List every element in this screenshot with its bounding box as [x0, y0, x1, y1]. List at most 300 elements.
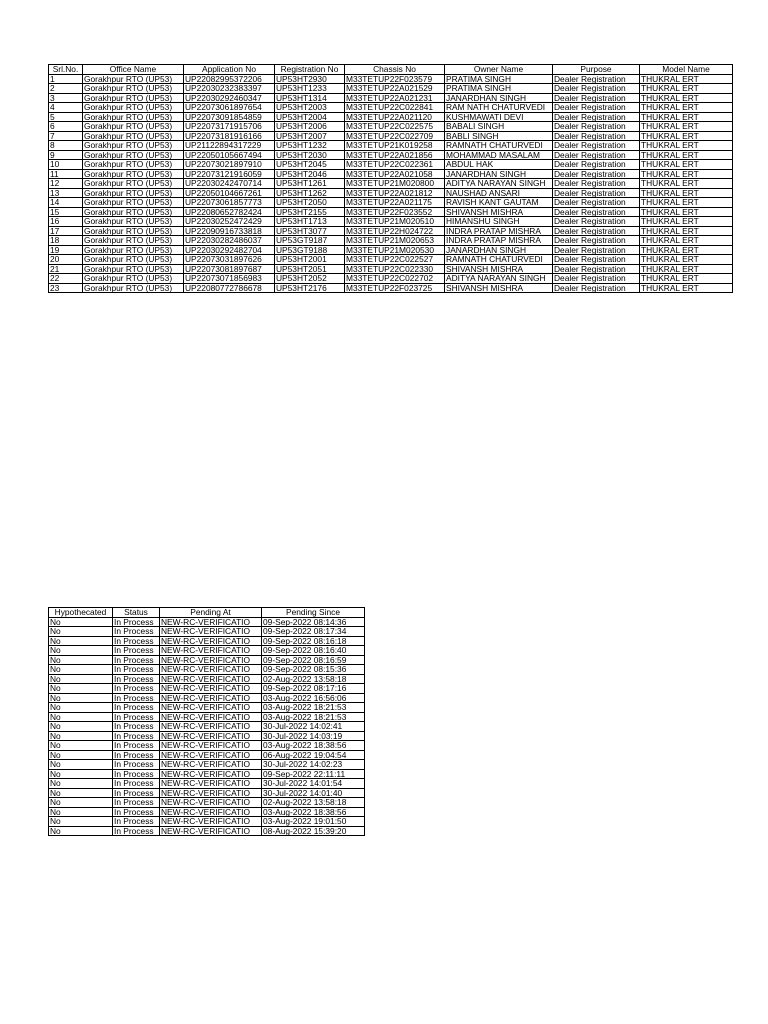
table-cell: UP22030292482704	[184, 245, 275, 255]
table-cell: Dealer Registration	[553, 236, 640, 246]
table-cell: THUKRAL ERT	[640, 255, 733, 265]
table-cell: 17	[49, 226, 83, 236]
table-cell: 09-Sep-2022 08:16:59	[262, 655, 365, 665]
table-cell: No	[49, 760, 113, 770]
table-cell: Gorakhpur RTO (UP53)	[83, 74, 184, 84]
table-row	[49, 141, 733, 151]
table-cell: No	[49, 807, 113, 817]
table-cell: NEW-RC-VERIFICATIO	[160, 703, 262, 713]
column-header: Owner Name	[445, 65, 553, 75]
table-cell: UP22030242470714	[184, 179, 275, 189]
table-row	[49, 74, 733, 84]
table-cell: NEW-RC-VERIFICATIO	[160, 712, 262, 722]
table-cell: BABALI SINGH	[445, 122, 553, 132]
table-cell: 4	[49, 103, 83, 113]
table-row	[49, 750, 365, 760]
table-row	[49, 760, 365, 770]
table-cell: PRATIMA SINGH	[445, 74, 553, 84]
table-row	[49, 255, 733, 265]
table-cell: UP53GT9187	[275, 236, 345, 246]
table-cell: In Process	[113, 807, 160, 817]
table-cell: Gorakhpur RTO (UP53)	[83, 84, 184, 94]
table-cell: Dealer Registration	[553, 245, 640, 255]
table-cell: 03-Aug-2022 18:38:56	[262, 807, 365, 817]
table-cell: M33TETUP21M020653	[345, 236, 445, 246]
table-row	[49, 693, 365, 703]
table-cell: Gorakhpur RTO (UP53)	[83, 283, 184, 293]
table-cell: THUKRAL ERT	[640, 131, 733, 141]
table-cell: 6	[49, 122, 83, 132]
table-cell: 8	[49, 141, 83, 151]
table-row	[49, 779, 365, 789]
table-cell: 22	[49, 274, 83, 284]
table-cell: 09-Sep-2022 08:16:18	[262, 636, 365, 646]
table-cell: UP22030282486037	[184, 236, 275, 246]
table-cell: UP22073071856983	[184, 274, 275, 284]
table-cell: M33TETUP22A021175	[345, 198, 445, 208]
table-cell: NEW-RC-VERIFICATIO	[160, 627, 262, 637]
table-cell: Dealer Registration	[553, 207, 640, 217]
table-cell: M33TETUP22A021120	[345, 112, 445, 122]
table-cell: In Process	[113, 779, 160, 789]
table-cell: RAM NATH CHATURVEDI	[445, 103, 553, 113]
table-cell: M33TETUP22C022702	[345, 274, 445, 284]
table-cell: 9	[49, 150, 83, 160]
table-row	[49, 826, 365, 836]
table-cell: No	[49, 646, 113, 656]
table-cell: THUKRAL ERT	[640, 169, 733, 179]
table-cell: No	[49, 750, 113, 760]
table-cell: M33TETUP22A021058	[345, 169, 445, 179]
table-cell: Dealer Registration	[553, 122, 640, 132]
table-cell: UP53HT2003	[275, 103, 345, 113]
table-cell: Gorakhpur RTO (UP53)	[83, 150, 184, 160]
table-cell: NEW-RC-VERIFICATIO	[160, 760, 262, 770]
table-cell: M33TETUP22F023552	[345, 207, 445, 217]
table-cell: NEW-RC-VERIFICATIO	[160, 617, 262, 627]
column-header: Pending At	[160, 608, 262, 618]
table-cell: Gorakhpur RTO (UP53)	[83, 217, 184, 227]
table-row	[49, 741, 365, 751]
table-cell: ABDUL HAK	[445, 160, 553, 170]
table-cell: 09-Sep-2022 08:17:34	[262, 627, 365, 637]
table-cell: Dealer Registration	[553, 103, 640, 113]
table-cell: UP53HT2006	[275, 122, 345, 132]
table-cell: THUKRAL ERT	[640, 103, 733, 113]
table-row	[49, 646, 365, 656]
table-cell: UP22073031897626	[184, 255, 275, 265]
table-cell: In Process	[113, 703, 160, 713]
table-cell: No	[49, 674, 113, 684]
table-row	[49, 655, 365, 665]
table-cell: NEW-RC-VERIFICATIO	[160, 817, 262, 827]
table-cell: UP53HT2004	[275, 112, 345, 122]
table-row	[49, 665, 365, 675]
table-row	[49, 674, 365, 684]
table-cell: In Process	[113, 731, 160, 741]
table-cell: HIMANSHU SINGH	[445, 217, 553, 227]
table-cell: 09-Sep-2022 22:11:11	[262, 769, 365, 779]
table-cell: INDRA PRATAP MISHRA	[445, 236, 553, 246]
table-cell: UP53HT2176	[275, 283, 345, 293]
table-cell: 13	[49, 188, 83, 198]
table-cell: 03-Aug-2022 18:21:53	[262, 703, 365, 713]
table-cell: NEW-RC-VERIFICATIO	[160, 665, 262, 675]
table-row	[49, 283, 733, 293]
table-row	[49, 807, 365, 817]
table-row	[49, 122, 733, 132]
table-cell: 5	[49, 112, 83, 122]
table-cell: Gorakhpur RTO (UP53)	[83, 122, 184, 132]
table-cell: Dealer Registration	[553, 93, 640, 103]
table-cell: RAMNATH CHATURVEDI	[445, 255, 553, 265]
table-cell: RAMNATH CHATURVEDI	[445, 141, 553, 151]
table-cell: NEW-RC-VERIFICATIO	[160, 826, 262, 836]
table-cell: UP22080772786678	[184, 283, 275, 293]
table-cell: UP53HT2052	[275, 274, 345, 284]
table-cell: THUKRAL ERT	[640, 160, 733, 170]
table-cell: Gorakhpur RTO (UP53)	[83, 141, 184, 151]
table-cell: In Process	[113, 826, 160, 836]
table-cell: In Process	[113, 760, 160, 770]
table-row	[49, 217, 733, 227]
table-cell: 3	[49, 93, 83, 103]
table-cell: Dealer Registration	[553, 112, 640, 122]
column-header: Office Name	[83, 65, 184, 75]
table-cell: Gorakhpur RTO (UP53)	[83, 160, 184, 170]
table-cell: M33TETUP22C022709	[345, 131, 445, 141]
table-cell: NEW-RC-VERIFICATIO	[160, 636, 262, 646]
table-cell: NEW-RC-VERIFICATIO	[160, 655, 262, 665]
table-cell: UP53HT1314	[275, 93, 345, 103]
table-cell: Gorakhpur RTO (UP53)	[83, 207, 184, 217]
table-row	[49, 236, 733, 246]
table-header-row	[49, 608, 365, 618]
table-cell: UP22073021897910	[184, 160, 275, 170]
table-cell: UP53HT2051	[275, 264, 345, 274]
table-cell: In Process	[113, 750, 160, 760]
table-cell: 03-Aug-2022 19:01:50	[262, 817, 365, 827]
table-cell: UP53HT1232	[275, 141, 345, 151]
table-cell: No	[49, 826, 113, 836]
table-cell: SHIVANSH MISHRA	[445, 283, 553, 293]
table-cell: 06-Aug-2022 19:04:54	[262, 750, 365, 760]
table-cell: MOHAMMAD MASALAM	[445, 150, 553, 160]
table-cell: M33TETUP22C022841	[345, 103, 445, 113]
table-cell: THUKRAL ERT	[640, 274, 733, 284]
table-row	[49, 617, 365, 627]
table-cell: NEW-RC-VERIFICATIO	[160, 750, 262, 760]
table-cell: ADITYA NARAYAN SINGH	[445, 179, 553, 189]
table-cell: NEW-RC-VERIFICATIO	[160, 646, 262, 656]
table-cell: UP22073181916166	[184, 131, 275, 141]
table-row	[49, 150, 733, 160]
table-cell: UP53HT1233	[275, 84, 345, 94]
table-cell: M33TETUP21K019258	[345, 141, 445, 151]
table-cell: Dealer Registration	[553, 255, 640, 265]
table-cell: UP22073061857773	[184, 198, 275, 208]
table-cell: 1	[49, 74, 83, 84]
table-cell: THUKRAL ERT	[640, 141, 733, 151]
table-cell: 23	[49, 283, 83, 293]
table-cell: Dealer Registration	[553, 141, 640, 151]
table-row	[49, 169, 733, 179]
table-row	[49, 245, 733, 255]
column-header: Srl.No.	[49, 65, 83, 75]
table-cell: UP53HT3077	[275, 226, 345, 236]
table-cell: In Process	[113, 769, 160, 779]
table-cell: 14	[49, 198, 83, 208]
table-cell: 7	[49, 131, 83, 141]
table-cell: M33TETUP22A021856	[345, 150, 445, 160]
table-cell: 03-Aug-2022 16:56:06	[262, 693, 365, 703]
table-cell: 19	[49, 245, 83, 255]
table-cell: THUKRAL ERT	[640, 198, 733, 208]
table-cell: 09-Sep-2022 08:14:36	[262, 617, 365, 627]
table-cell: No	[49, 684, 113, 694]
table-cell: 12	[49, 179, 83, 189]
table-cell: THUKRAL ERT	[640, 150, 733, 160]
table-cell: 30-Jul-2022 14:02:41	[262, 722, 365, 732]
table-cell: RAVISH KANT GAUTAM	[445, 198, 553, 208]
table-cell: In Process	[113, 646, 160, 656]
table-cell: M33TETUP22C022527	[345, 255, 445, 265]
registration-table	[48, 64, 733, 293]
table-cell: THUKRAL ERT	[640, 179, 733, 189]
table-cell: NEW-RC-VERIFICATIO	[160, 684, 262, 694]
table-cell: 21	[49, 264, 83, 274]
table-cell: No	[49, 655, 113, 665]
table-cell: 03-Aug-2022 18:21:53	[262, 712, 365, 722]
table-cell: THUKRAL ERT	[640, 122, 733, 132]
table-cell: 08-Aug-2022 15:39:20	[262, 826, 365, 836]
table-cell: Dealer Registration	[553, 217, 640, 227]
table-row	[49, 131, 733, 141]
table-row	[49, 179, 733, 189]
table-cell: Dealer Registration	[553, 160, 640, 170]
table-cell: UP53HT2001	[275, 255, 345, 265]
table-cell: THUKRAL ERT	[640, 112, 733, 122]
table-cell: Gorakhpur RTO (UP53)	[83, 226, 184, 236]
table-row	[49, 731, 365, 741]
table-row	[49, 226, 733, 236]
table-cell: 02-Aug-2022 13:58:18	[262, 798, 365, 808]
table-cell: M33TETUP22A021529	[345, 84, 445, 94]
table-cell: M33TETUP22C022361	[345, 160, 445, 170]
table-cell: Dealer Registration	[553, 74, 640, 84]
table-cell: Gorakhpur RTO (UP53)	[83, 169, 184, 179]
table-cell: SHIVANSH MISHRA	[445, 207, 553, 217]
table-row	[49, 103, 733, 113]
table-cell: No	[49, 769, 113, 779]
table-cell: 30-Jul-2022 14:03:19	[262, 731, 365, 741]
table-cell: In Process	[113, 712, 160, 722]
table-row	[49, 684, 365, 694]
table-cell: THUKRAL ERT	[640, 226, 733, 236]
table-cell: In Process	[113, 788, 160, 798]
table-cell: 03-Aug-2022 18:38:56	[262, 741, 365, 751]
table-cell: No	[49, 817, 113, 827]
table-cell: Dealer Registration	[553, 274, 640, 284]
table-cell: No	[49, 722, 113, 732]
table-cell: M33TETUP21M020800	[345, 179, 445, 189]
table-cell: NEW-RC-VERIFICATIO	[160, 798, 262, 808]
table-cell: NEW-RC-VERIFICATIO	[160, 741, 262, 751]
table-row	[49, 188, 733, 198]
table-cell: Gorakhpur RTO (UP53)	[83, 198, 184, 208]
table-cell: M33TETUP22A021231	[345, 93, 445, 103]
table-cell: UP21122894317229	[184, 141, 275, 151]
table-cell: NEW-RC-VERIFICATIO	[160, 788, 262, 798]
table-cell: No	[49, 636, 113, 646]
table-cell: UP53HT1261	[275, 179, 345, 189]
table-cell: 02-Aug-2022 13:58:18	[262, 674, 365, 684]
column-header: Status	[113, 608, 160, 618]
table-cell: UP22030232383397	[184, 84, 275, 94]
table-cell: In Process	[113, 684, 160, 694]
table-cell: PRATIMA SINGH	[445, 84, 553, 94]
column-header: Model Name	[640, 65, 733, 75]
table-cell: UP53HT2046	[275, 169, 345, 179]
table-cell: UP22073081897687	[184, 264, 275, 274]
table-cell: NEW-RC-VERIFICATIO	[160, 722, 262, 732]
table-cell: Gorakhpur RTO (UP53)	[83, 112, 184, 122]
table-cell: No	[49, 617, 113, 627]
table-cell: UP22082995372206	[184, 74, 275, 84]
table-row	[49, 160, 733, 170]
table-row	[49, 712, 365, 722]
table-cell: In Process	[113, 798, 160, 808]
table-cell: M33TETUP21M020530	[345, 245, 445, 255]
table-row	[49, 798, 365, 808]
table-cell: THUKRAL ERT	[640, 188, 733, 198]
table-cell: NEW-RC-VERIFICATIO	[160, 674, 262, 684]
table-cell: Gorakhpur RTO (UP53)	[83, 274, 184, 284]
table-cell: Dealer Registration	[553, 283, 640, 293]
table-cell: 2	[49, 84, 83, 94]
table-cell: THUKRAL ERT	[640, 217, 733, 227]
table-cell: 30-Jul-2022 14:01:54	[262, 779, 365, 789]
table-row	[49, 817, 365, 827]
table-cell: Gorakhpur RTO (UP53)	[83, 103, 184, 113]
table-cell: Dealer Registration	[553, 131, 640, 141]
table-cell: Gorakhpur RTO (UP53)	[83, 188, 184, 198]
table-cell: UP53HT2050	[275, 198, 345, 208]
table-cell: THUKRAL ERT	[640, 93, 733, 103]
table-row	[49, 84, 733, 94]
table-cell: 09-Sep-2022 08:15:36	[262, 665, 365, 675]
table-cell: NAUSHAD ANSARI	[445, 188, 553, 198]
table-row	[49, 207, 733, 217]
table-cell: Gorakhpur RTO (UP53)	[83, 245, 184, 255]
table-cell: UP22073091854859	[184, 112, 275, 122]
table-cell: JANARDHAN SINGH	[445, 93, 553, 103]
table-row	[49, 198, 733, 208]
table-row	[49, 627, 365, 637]
table-cell: Gorakhpur RTO (UP53)	[83, 236, 184, 246]
table-cell: Gorakhpur RTO (UP53)	[83, 264, 184, 274]
table-cell: In Process	[113, 655, 160, 665]
table-cell: UP22090916733818	[184, 226, 275, 236]
table-cell: UP53HT1713	[275, 217, 345, 227]
table-cell: No	[49, 712, 113, 722]
table-cell: UP22080652782424	[184, 207, 275, 217]
table-cell: M33TETUP22C022575	[345, 122, 445, 132]
table-cell: 09-Sep-2022 08:17:16	[262, 684, 365, 694]
table-cell: 18	[49, 236, 83, 246]
column-header: Hypothecated	[49, 608, 113, 618]
table-cell: M33TETUP22C022330	[345, 264, 445, 274]
table-row	[49, 769, 365, 779]
table-cell: 30-Jul-2022 14:01:40	[262, 788, 365, 798]
table-cell: UP22073171915706	[184, 122, 275, 132]
table-cell: KUSHMAWATI DEVI	[445, 112, 553, 122]
table-cell: THUKRAL ERT	[640, 84, 733, 94]
table-cell: Dealer Registration	[553, 188, 640, 198]
table-cell: 30-Jul-2022 14:02:23	[262, 760, 365, 770]
table-row	[49, 636, 365, 646]
table-cell: No	[49, 779, 113, 789]
table-cell: UP22030252472429	[184, 217, 275, 227]
table-cell: Dealer Registration	[553, 150, 640, 160]
table-row	[49, 722, 365, 732]
table-cell: Gorakhpur RTO (UP53)	[83, 131, 184, 141]
table-cell: 11	[49, 169, 83, 179]
table-row	[49, 112, 733, 122]
table-cell: NEW-RC-VERIFICATIO	[160, 731, 262, 741]
table-cell: No	[49, 731, 113, 741]
table-cell: UP53HT2045	[275, 160, 345, 170]
table-cell: 16	[49, 217, 83, 227]
table-cell: No	[49, 741, 113, 751]
table-cell: No	[49, 693, 113, 703]
table-cell: UP53HT1262	[275, 188, 345, 198]
table-cell: NEW-RC-VERIFICATIO	[160, 769, 262, 779]
table-cell: UP22073121916059	[184, 169, 275, 179]
table-cell: JANARDHAN SINGH	[445, 245, 553, 255]
table-cell: UP53GT9188	[275, 245, 345, 255]
table-header-row	[49, 65, 733, 75]
table-cell: Dealer Registration	[553, 169, 640, 179]
table-cell: UP53HT2155	[275, 207, 345, 217]
table-cell: THUKRAL ERT	[640, 74, 733, 84]
table-cell: In Process	[113, 617, 160, 627]
table-row	[49, 274, 733, 284]
table-cell: UP53HT2007	[275, 131, 345, 141]
table-cell: M33TETUP22F023725	[345, 283, 445, 293]
table-cell: INDRA PRATAP MISHRA	[445, 226, 553, 236]
table-cell: NEW-RC-VERIFICATIO	[160, 779, 262, 789]
table-cell: M33TETUP22F023579	[345, 74, 445, 84]
table-cell: 15	[49, 207, 83, 217]
table-cell: UP22030292460347	[184, 93, 275, 103]
table-row	[49, 703, 365, 713]
table-cell: Gorakhpur RTO (UP53)	[83, 93, 184, 103]
table-cell: UP53HT2930	[275, 74, 345, 84]
table-cell: NEW-RC-VERIFICATIO	[160, 693, 262, 703]
status-table	[48, 607, 365, 836]
column-header: Purpose	[553, 65, 640, 75]
table-cell: UP22050105667494	[184, 150, 275, 160]
table-cell: THUKRAL ERT	[640, 283, 733, 293]
table-cell: In Process	[113, 693, 160, 703]
table-cell: 20	[49, 255, 83, 265]
table-cell: In Process	[113, 722, 160, 732]
table-cell: Gorakhpur RTO (UP53)	[83, 255, 184, 265]
table-cell: In Process	[113, 665, 160, 675]
table-cell: ADITYA NARAYAN SINGH	[445, 274, 553, 284]
table-cell: UP53HT2030	[275, 150, 345, 160]
